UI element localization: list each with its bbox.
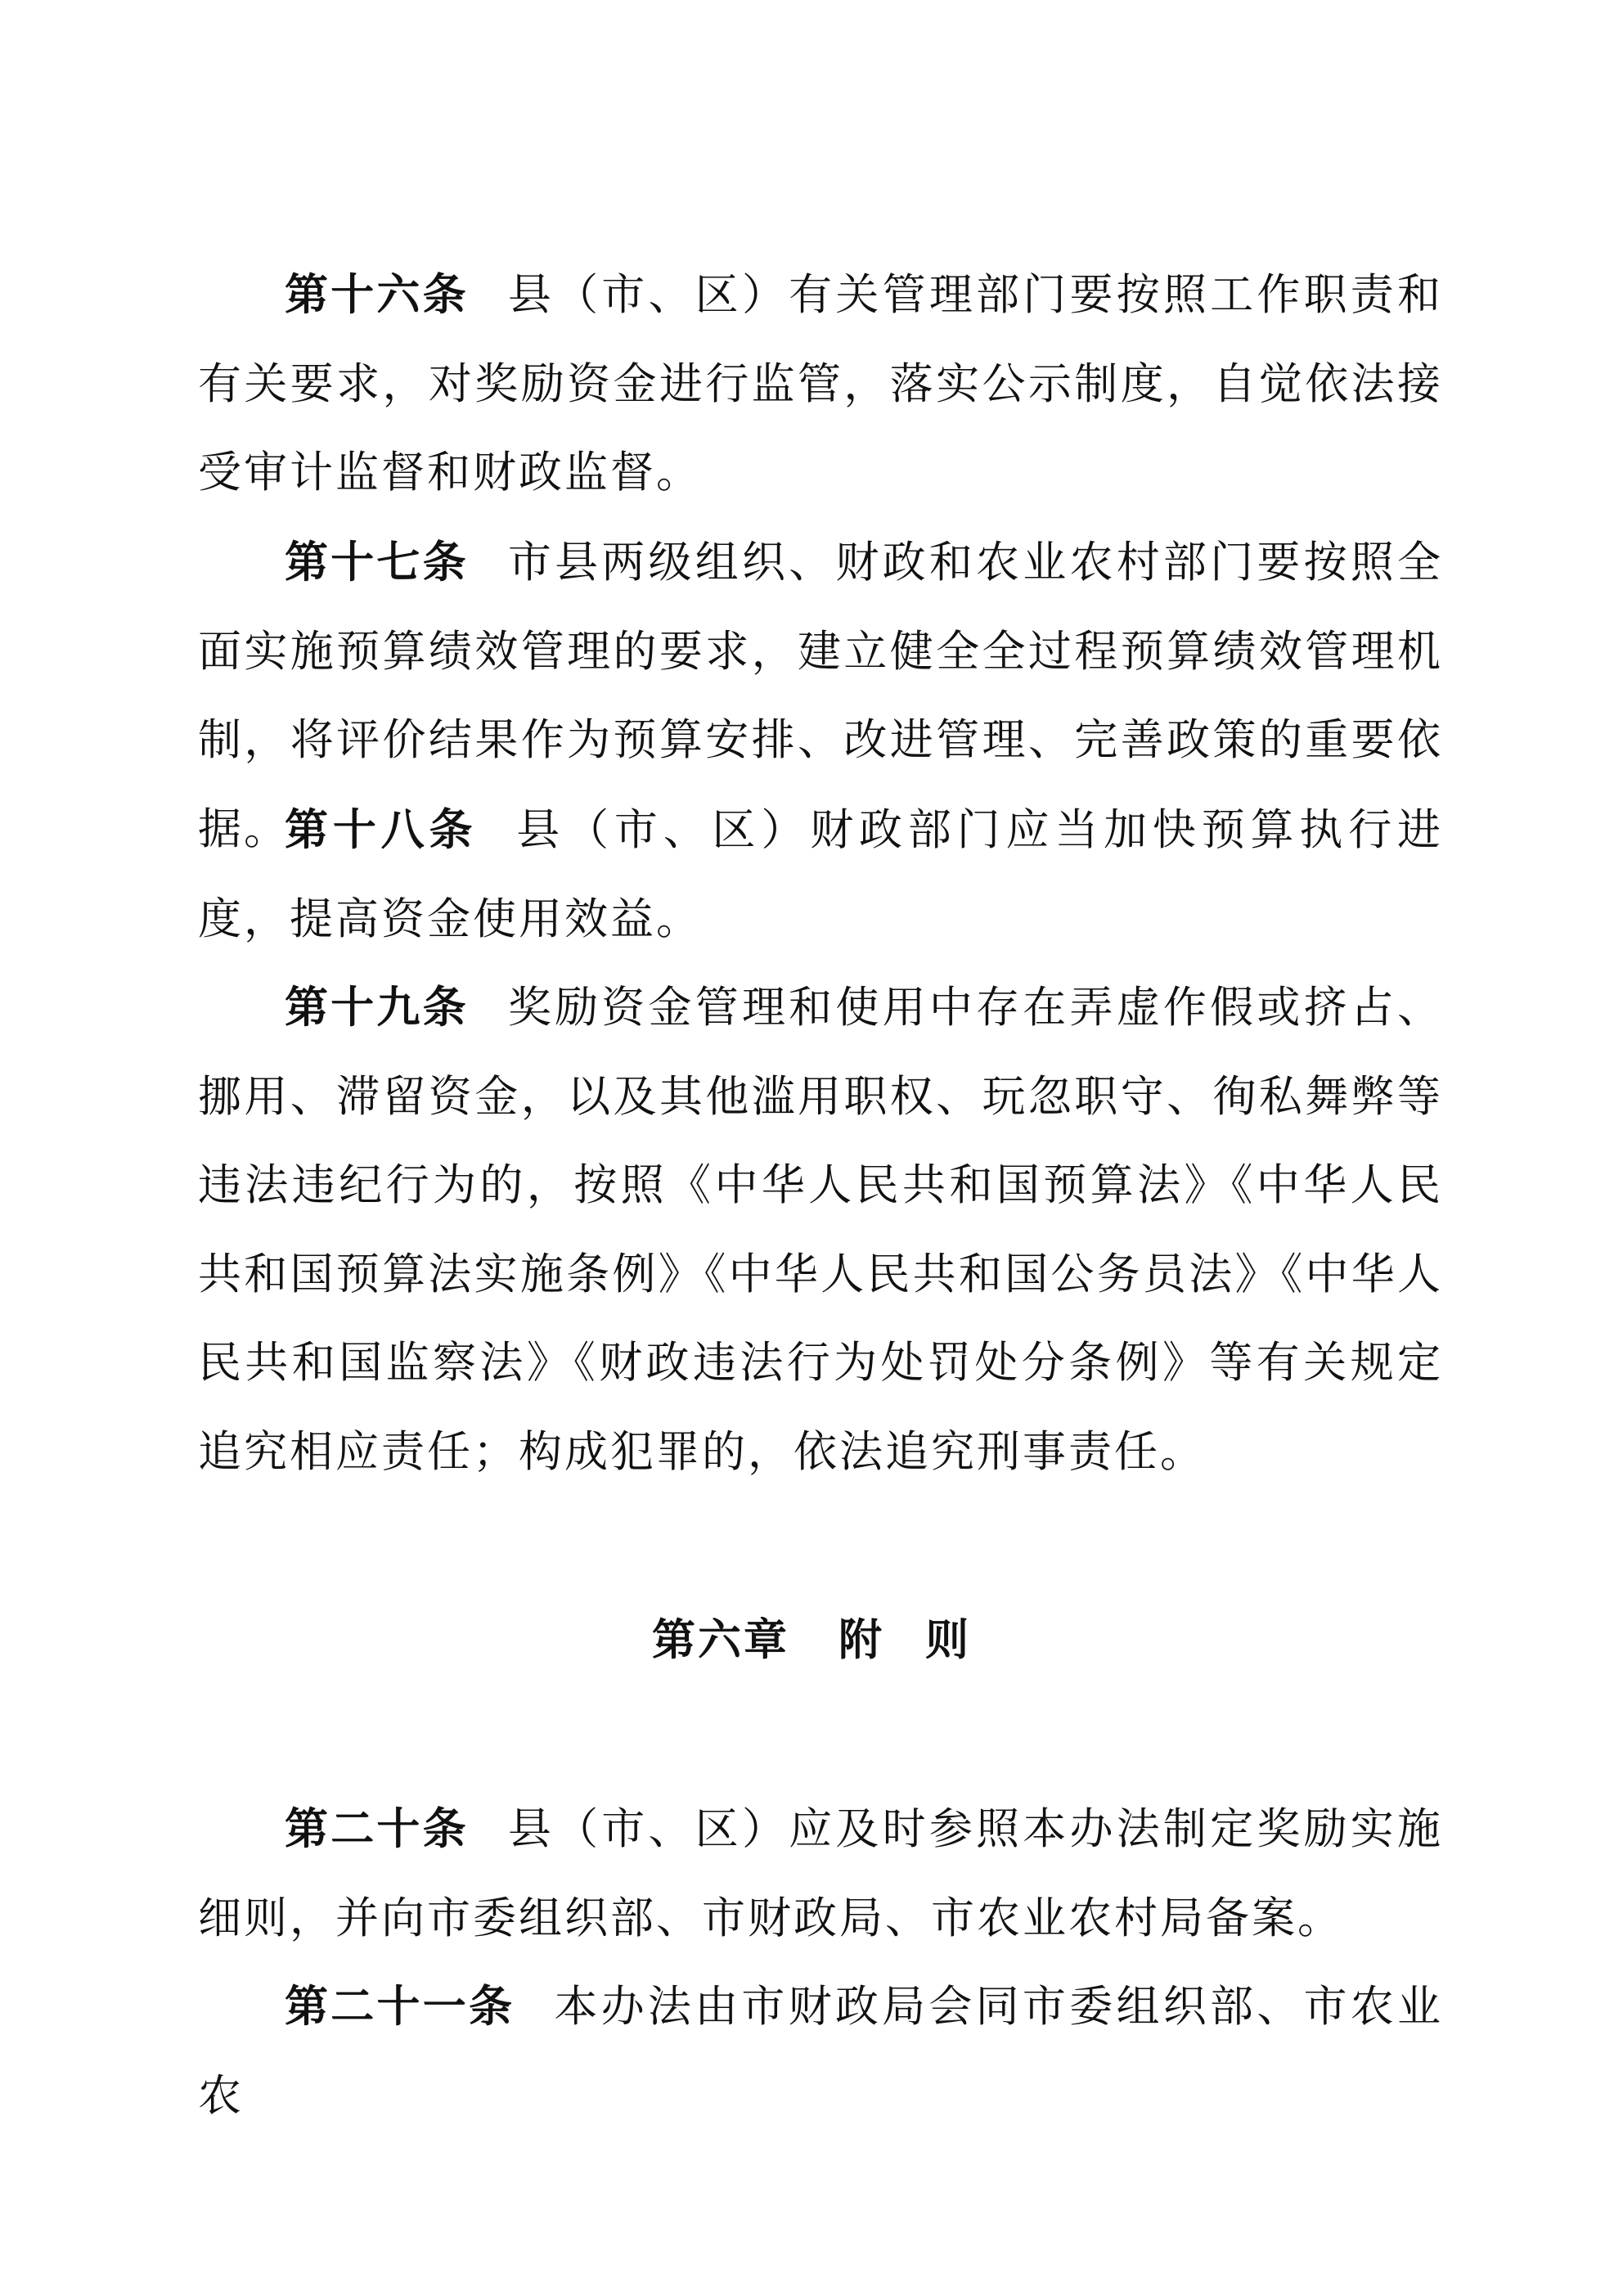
article-16-text: 县（市、区）有关管理部门要按照工作职责和有关要求，对奖励资金进行监管，落实公示制度，自觉依法接受审计监督和财政监督。 — [198, 270, 1444, 497]
article-18-number: 第十八条 — [285, 805, 478, 855]
chapter-heading — [0, 1608, 1623, 1673]
article-17-text: 市县两级组织、财政和农业农村部门要按照全面实施预算绩效管理的要求，建立健全全过程预算绩效管理机制，将评价结果作为预算安排、改进管理、完善政策的重要依据。 — [198, 538, 1444, 854]
article-21-number: 第二十一条 — [285, 1982, 515, 2032]
article-21-paragraph — [198, 1963, 1443, 2141]
article-16-paragraph — [198, 251, 1443, 518]
article-19-number: 第十九条 — [285, 983, 469, 1033]
article-21-text: 本办法由市财政局会同市委组织部、市农业农 — [198, 1982, 1444, 2121]
article-20-paragraph — [198, 1785, 1443, 1963]
chapter-title-part2: 则 — [925, 1615, 971, 1665]
article-19-text: 奖励资金管理和使用中存在弄虚作假或挤占、挪用、滞留资金，以及其他滥用职权、玩忽职守、徇私舞弊等违法违纪行为的，按照《中华人民共和国预算法》《中华人民共和国预算法实施条例》《中华人民共和国公务员法》《中华人民共和国监察法》《财政违法行为处罚处分条例》等有关规定追究相应责任；构成犯罪的，依法追究刑事责任。 — [198, 983, 1444, 1477]
article-20-text: 县（市、区）应及时参照本办法制定奖励实施细则，并向市委组织部、市财政局、市农业农村局备案。 — [198, 1804, 1444, 1943]
chapter-title-part1: 附 — [838, 1615, 884, 1665]
article-20-number: 第二十条 — [285, 1804, 469, 1854]
article-18-text: 县（市、区）财政部门应当加快预算执行进度，提高资金使用效益。 — [198, 805, 1444, 944]
article-18-paragraph — [198, 786, 1443, 964]
article-16-number: 第十六条 — [285, 270, 469, 320]
article-17-number: 第十七条 — [285, 538, 469, 588]
chapter-number: 第六章 — [652, 1615, 789, 1665]
article-19-paragraph — [198, 964, 1443, 1497]
